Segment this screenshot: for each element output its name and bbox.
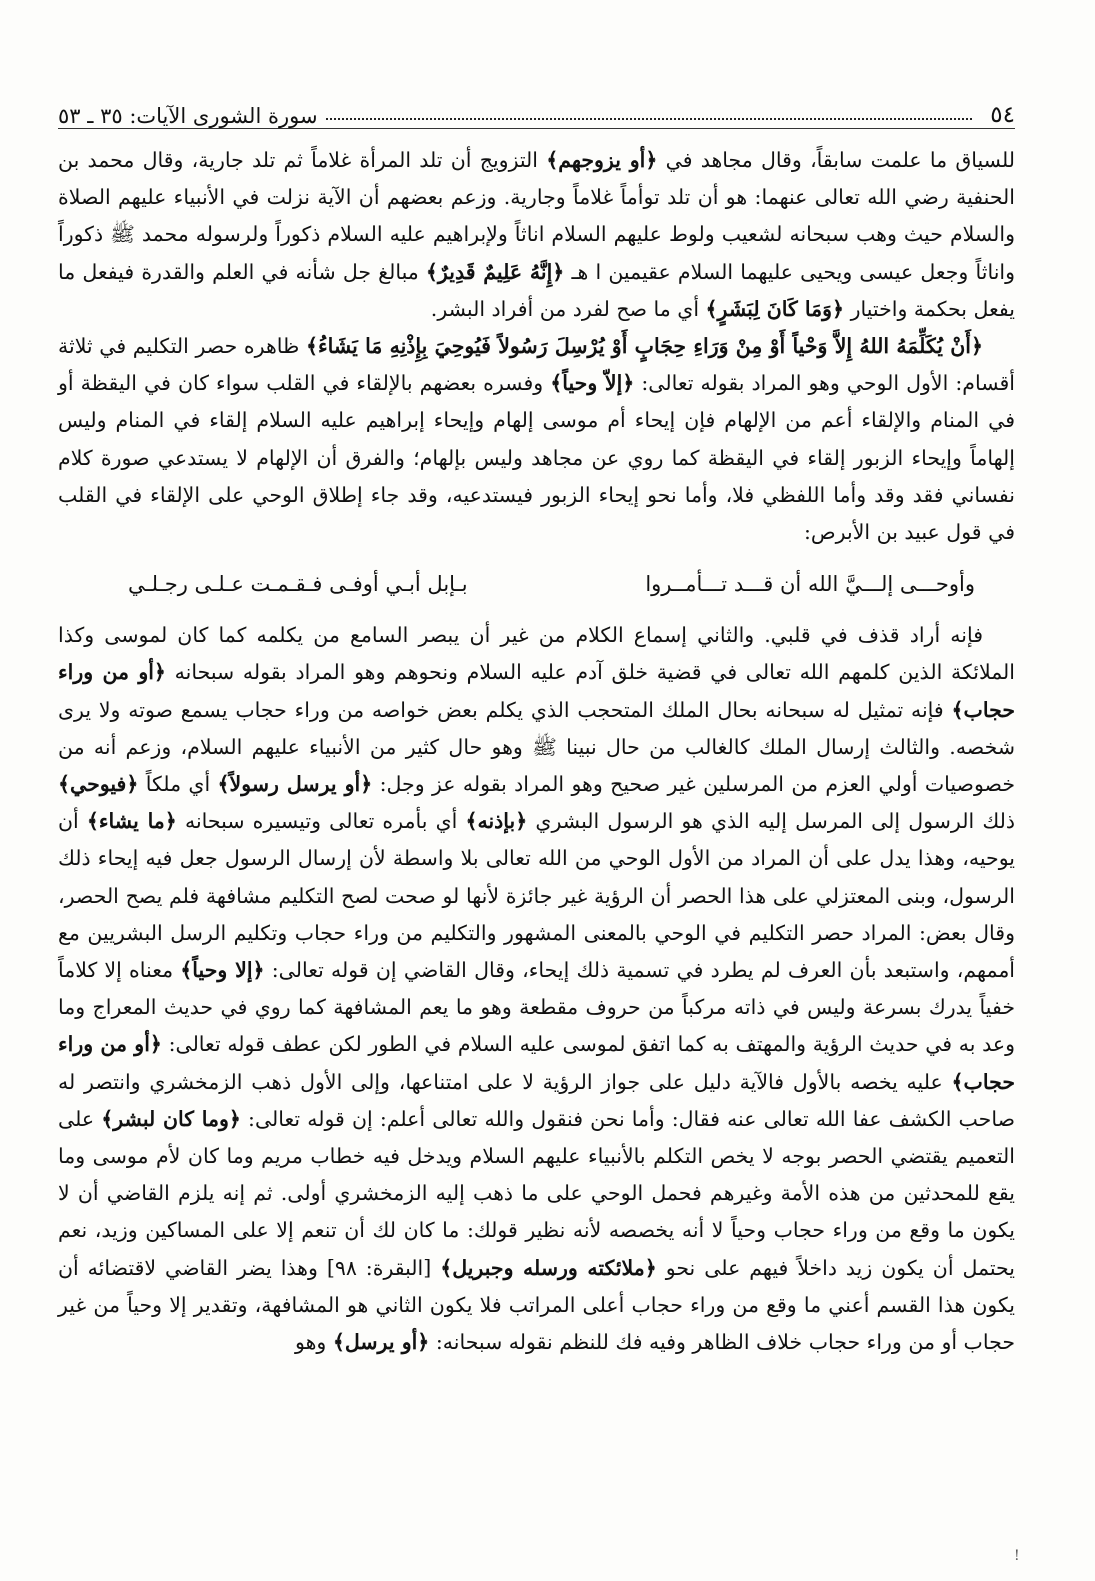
quran-quote: ﴿أَنْ يُكَلِّمَهُ اللهُ إِلاَّ وَحْياً أَوْ مِنْ وَرَاءِ حِجَابٍ أَوْ يُرْسِلَ رَسُولاً فَيُوحِيَ بِإِذْنِهِ مَا يَشَاءُ﴾ [305, 334, 983, 359]
quran-quote: ﴿إلا وحياً﴾ [180, 958, 265, 983]
text-run: مبالغ جل شأنه في العلم والقدرة فيفعل ما يفعل بحكمة واختيار [58, 259, 1015, 321]
quran-quote: ﴿أو يرسل رسولاً﴾ [217, 772, 373, 797]
dotted-leader [326, 118, 973, 120]
margin-mark: ! [1014, 1548, 1020, 1564]
quran-quote: ﴿إلاّ وحياً﴾ [550, 371, 635, 396]
quran-quote: ﴿إِنَّهُ عَلِيمٌ قَدِيرٌ﴾ [425, 259, 565, 284]
paragraph [58, 617, 1015, 1361]
running-header [58, 84, 1015, 129]
poetry-verse [128, 565, 975, 603]
text-run: [البقرة: ٩٨] وهذا يضر القاضي لاقتضائه أن يكون هذا القسم أعني ما وقع من وراء حجاب أعلى المراتب فلا يكون الثاني هو المشافهة، وتقدير إلا وحياً من غير حجاب أو من وراء حجاب خلاف الظاهر وفيه فك للنظم نقوله سبحانه: [58, 1255, 1015, 1355]
text-run: وهو [295, 1330, 333, 1355]
verse-first-hemistich: وأوحـــى إلـــيَّ الله أن قـــد تـــأمــروا [645, 572, 975, 597]
paragraph [58, 142, 1015, 328]
page-number: ٥٤ [990, 102, 1015, 128]
quran-quote: ﴿ما يشاء﴾ [86, 809, 177, 834]
text-run: أن يوحيه، وهذا يدل على أن المراد من الأول الوحي من الله تعالى بلا واسطة لأن إرسال الرسول جعل فيه إيحاء ذلك الرسول، وبنى المعتزلي على هذا الحصر أن الرؤية غير جائزة لأنها لو صحت لصح التكليم مشافهة فلم يصح الحصر، وقال بعض: المراد حصر التكليم في الوحي بالمعنى المشهور والتكليم من وراء حجاب وتكليم الرسل البشريين مع أممهم، واستبعد بأن العرف لم يطرد في تسمية ذلك إيحاء، وقال القاضي إن قوله تعالى: [58, 809, 1015, 983]
quran-quote: ﴿أو يزوجهم﴾ [546, 148, 658, 172]
text-run: وفسره بعضهم بالإلقاء في القلب سواء كان في اليقظة أو في المنام والإلقاء أعم من الإلهام فإن إيحاء أم موسى إلهام وإيحاء إبراهيم عليه السلام إلقاء في المنام وليس إلهاماً وإيحاء الزبور إلقاء في اليقظة كما روي عن مجاهد وليس بإلهام؛ والفرق أن الإلهام لا يستدعي صورة كلام نفساني فقد وقد وأما اللفظي فلا، وأما نحو إيحاء الزبور فيستدعيه، وقد جاء إطلاق الوحي على الإلقاء في القلب في قول عبيد بن الأبرص: [58, 371, 1015, 545]
quran-quote: ﴿وما كان لبشر﴾ [101, 1106, 241, 1131]
page-body [58, 142, 1015, 1361]
verse-second-hemistich: بـإبل أبـي أوفـى فـقـمـت عـلـى رجـلـي [128, 572, 468, 597]
text-run: عليه يخصه بالأول فالآية دليل على جواز الرؤية لا على امتناعها، وإلى الأول ذهب الزمخشري وانتصر له صاحب الكشف عفا الله تعالى عنه فقال: وأما نحن فنقول والله تعالى أعلم: إن قوله تعالى: [58, 1069, 1015, 1131]
sura-title: سورة الشورى الآيات: ٣٥ ـ ٥٣ [58, 104, 318, 128]
text-run: ظاهره حصر التكليم في ثلاثة أقسام: الأول الوحي وهو المراد بقوله تعالى: [58, 334, 1015, 396]
quran-quote: ﴿أو من وراء حجاب﴾ [58, 660, 1015, 722]
text-run: على التعميم يقتضي الحصر بوجه لا يخص التكلم بالأنبياء عليهم السلام ويدخل فيه خطاب مريم وما كان لأم موسى وما يقع للمحدثين من هذه الأمة وغيرهم فحمل الوحي على ما ذهب إليه الزمخشري أولى. ثم إنه يلزم القاضي أن لا يكون ما وقع من وراء حجاب وحياً لا أنه يخصصه لأنه نظير قولك: ما كان لك أن تنعم إلا على المساكين وزيد، نعم يحتمل أن يكون زيد داخلاً فيهم على نحو [58, 1106, 1015, 1280]
quran-quote: ﴿أو من وراء حجاب﴾ [58, 1032, 1015, 1094]
text-run: للسياق ما علمت سابقاً، وقال مجاهد في [657, 148, 1015, 172]
text-run: التزويج أن تلد المرأة غلاماً ثم تلد جارية، وقال محمد بن الحنفية رضي الله تعالى عنهما: هو أن تلد توأماً غلاماً وجارية. وزعم بعضهم أن الآية نزلت في الأنبياء عليهم الصلاة والسلام حيث وهب سبحانه لشعيب ولوط عليهم السلام اناثاً ولإبراهيم عليه السلام ذكوراً ولرسوله محمد ﷺ ذكوراً واناثاً وجعل عيسى ويحيى عليهما السلام عقيمين ا هـ [58, 148, 1015, 284]
text-run: أي بأمره تعالى وتيسيره سبحانه [176, 809, 466, 834]
text-run: معناه إلا كلاماً خفياً يدرك بسرعة وليس في ذاته مركباً من حروف مقطعة وهو ما يعم المشافهة كما روي في حديث المعراج وما وعد به في حديث الرؤية والمهتف به كما اتفق لموسى عليه السلام في الطور لكن عطف قوله تعالى: [58, 958, 1015, 1057]
quran-quote: ﴿ملائكته ورسله وجبريل﴾ [440, 1255, 657, 1280]
quran-quote: ﴿بإذنه﴾ [465, 809, 528, 834]
text-run: ذلك الرسول إلى المرسل إليه الذي هو الرسول البشري [527, 809, 1015, 834]
text-run: أي ملكاً [138, 772, 218, 797]
quran-quote: ﴿فيوحي﴾ [58, 772, 139, 797]
quran-quote: ﴿أو يرسل﴾ [332, 1330, 430, 1355]
text-run: فإنه أراد قذف في قلبي. والثاني إسماع الكلام من غير أن يبصر السامع من يكلمه كما كان لموسى وكذا الملائكة الذين كلمهم الله تعالى في قضية خلق آدم عليه السلام ونحوهم وهو المراد بقوله سبحانه [58, 623, 1015, 685]
text-run: أي ما صح لفرد من أفراد البشر. [430, 296, 706, 321]
quran-quote: ﴿وَمَا كَانَ لِبَشَرٍ﴾ [705, 296, 845, 321]
paragraph [58, 328, 1015, 551]
text-run: فإنه تمثيل له سبحانه بحال الملك المتحجب الذي يكلم بعض خواصه من وراء حجاب يسمع صوته ولا يرى شخصه. والثالث إرسال الملك كالغالب من حال نبينا ﷺ وهو حال كثير من الأنبياء عليهم السلام، وزعم أنه من خصوصيات أولي العزم من المرسلين غير صحيح وهو المراد بقوله عز وجل: [58, 697, 1015, 797]
